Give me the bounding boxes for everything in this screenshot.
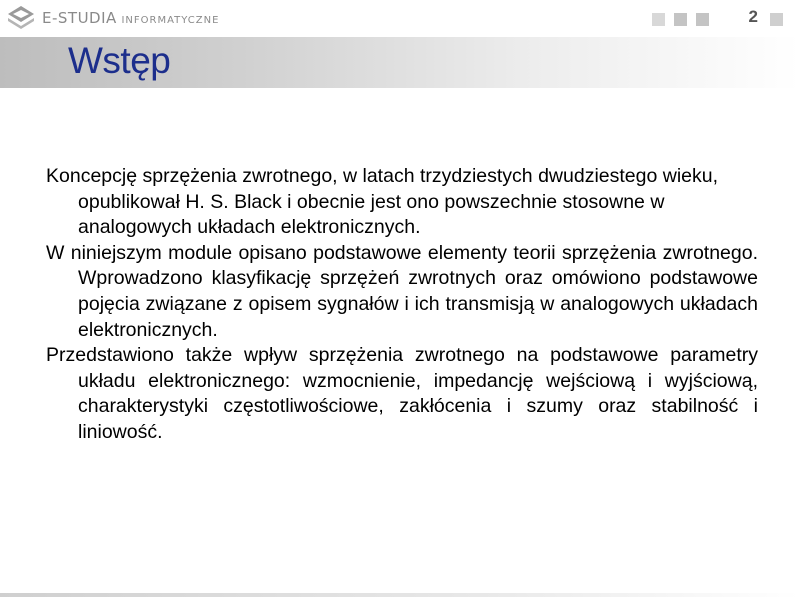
slide-title: Wstęp [68,40,171,81]
square-icon [674,13,687,26]
decorative-squares [652,13,709,26]
square-icon [652,13,665,26]
square-icon [770,13,783,26]
logo-diamond-icon [6,4,36,32]
paragraph: Przedstawiono także wpływ sprzężenia zwrotnego na podstawowe parametry układu elektronicznego: wzmocnienie, impedancję wejściową i wyjściową, charakterystyki częstotliwościowe, zakłócenia i szumy oraz stabilność i liniowość. [46,344,758,443]
logo-main: E-STUDIA [42,9,117,27]
logo-text [42,9,219,27]
e-studia-logo [6,4,219,32]
logo-sub: INFORMATYCZNE [121,15,220,26]
page-number: 2 [748,7,758,26]
footer-divider [0,593,800,597]
paragraph: Koncepcję sprzężenia zwrotnego, w latach trzydziestych dwudziestego wieku, opublikował H. S. Black i obecnie jest ono powszechnie stosowne w analogowych układach elektronicznych. [46,165,719,239]
slide-content [46,164,758,446]
square-icon [696,13,709,26]
paragraph: W niniejszym module opisano podstawowe elementy teorii sprzężenia zwrotnego. Wprowadzono klasyfikację sprzężeń zwrotnych oraz omówiono podstawowe pojęcia związane z opisem sygnałów i ich transmisją w analogowych układach elektronicznych. [46,241,758,341]
